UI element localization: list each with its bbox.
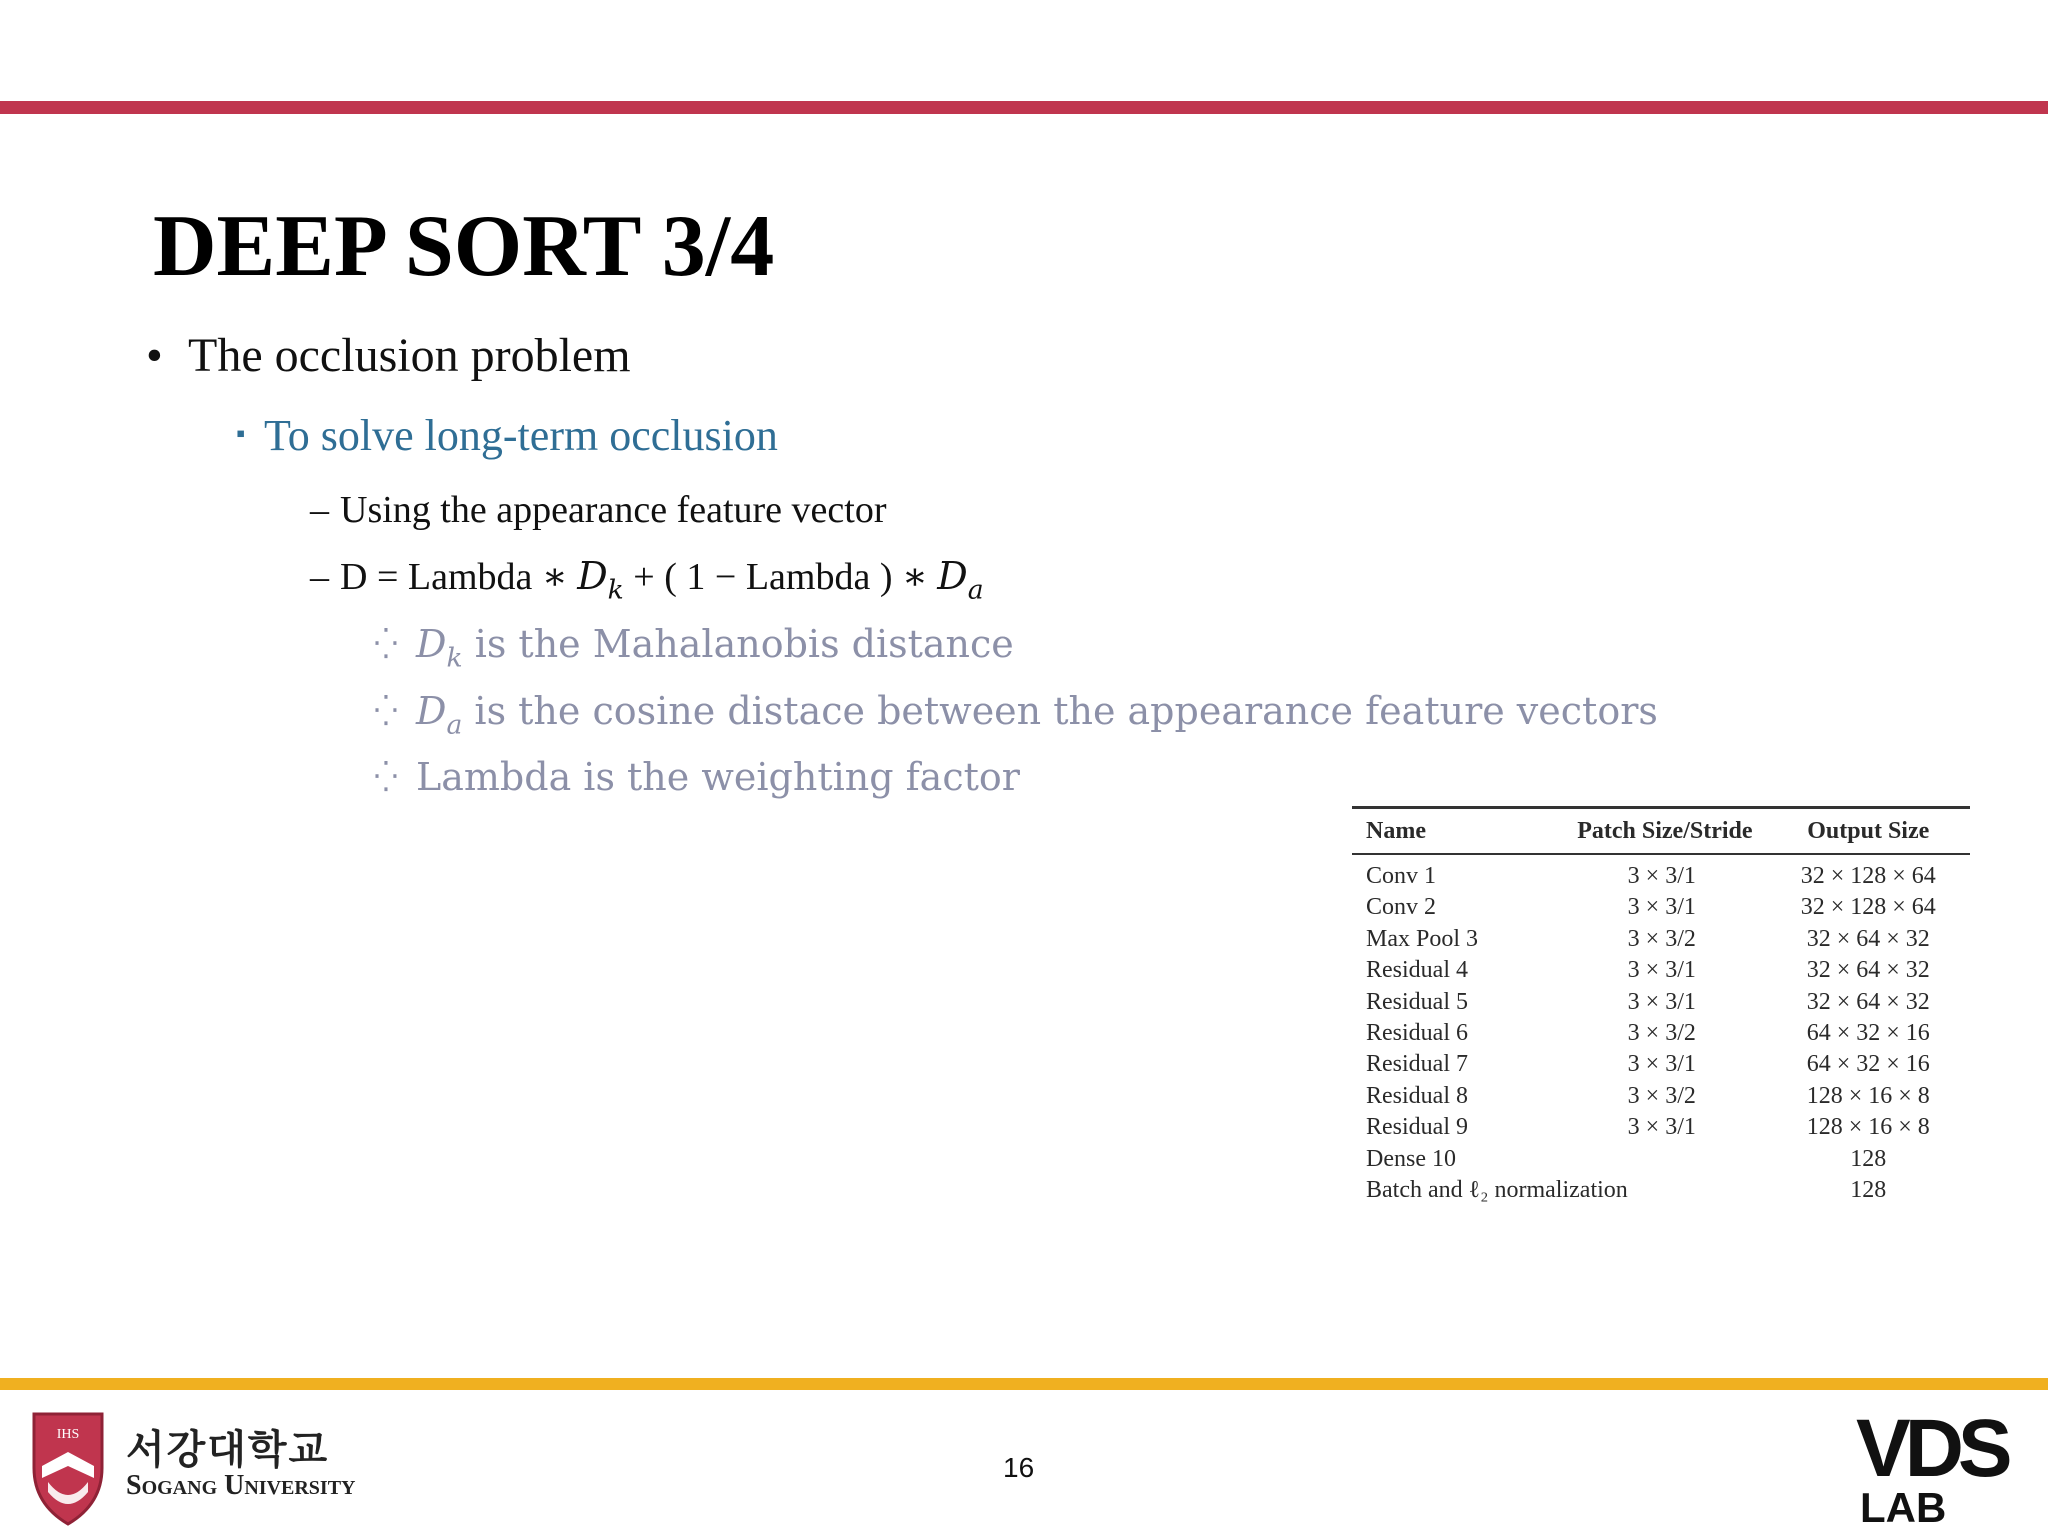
bullet-level3-formula	[310, 551, 984, 606]
table-row	[1352, 955, 1970, 986]
table-row	[1352, 1144, 1970, 1175]
cnn-architecture-table	[1352, 806, 1970, 1206]
cell-patch: 3 × 3/1	[1627, 863, 1696, 889]
cell-output: 128	[1850, 1145, 1887, 1172]
table-row	[1352, 1112, 1970, 1143]
formula-da	[937, 554, 984, 606]
page-number: 16	[1003, 1452, 1035, 1483]
cell-name: Residual 5	[1366, 988, 1468, 1015]
cell-name: Residual 7	[1366, 1051, 1468, 1078]
sparkle-bullet-icon: ⁛	[374, 627, 398, 662]
slide-title: DEEP SORT 3/4	[153, 198, 775, 295]
dk-term	[416, 622, 463, 674]
bullet-level4-c-text: Lambda is the weighting factor	[416, 755, 1020, 799]
bullet-level1-text: The occlusion problem	[188, 329, 631, 382]
bullet-square-icon: ▪	[236, 418, 246, 448]
cell-patch: 3 × 3/1	[1627, 1114, 1696, 1141]
table-row	[1352, 1081, 1970, 1112]
cell-patch: 3 × 3/1	[1627, 894, 1696, 921]
bullet-level4-b-text: is the cosine distace between the appearance feature vectors	[474, 689, 1658, 733]
cell-name: Max Pool 3	[1366, 925, 1479, 952]
bullet-level4-c	[374, 752, 1020, 806]
table-row	[1352, 1018, 1970, 1049]
cell-output: 128	[1850, 1177, 1887, 1204]
logo-korean-text: 서강대학교	[126, 1427, 330, 1473]
bullet-dash-icon: –	[310, 489, 329, 531]
table-row	[1352, 1049, 1970, 1080]
table-row	[1352, 924, 1970, 955]
cell-patch: 3 × 3/1	[1627, 988, 1696, 1015]
bullet-level4-b	[374, 686, 1658, 740]
cell-output: 32 × 64 × 32	[1806, 988, 1930, 1015]
bullet-level3-a-text: Using the appearance feature vector	[340, 489, 887, 531]
bullet-level2	[236, 408, 778, 468]
header-output-size: Output Size	[1807, 818, 1930, 844]
cell-name: Dense 10	[1366, 1145, 1456, 1172]
logo-english-text: Sogang University	[126, 1470, 356, 1501]
cell-output: 32 × 128 × 64	[1800, 863, 1936, 889]
formula-times-2: ∗	[901, 554, 928, 598]
da-term-base: D	[416, 689, 447, 733]
cell-output: 128 × 16 × 8	[1806, 1114, 1930, 1141]
formula-dk-base: D	[577, 554, 608, 598]
cell-output: 32 × 128 × 64	[1800, 894, 1936, 921]
bullet-dot-icon: •	[146, 329, 163, 382]
cell-patch: 3 × 3/2	[1627, 1082, 1696, 1109]
cell-name: Residual 4	[1366, 957, 1468, 984]
bullet-level4-a	[374, 619, 1014, 673]
cell-patch	[1557, 1144, 1767, 1175]
cell-patch: 3 × 3/1	[1627, 957, 1696, 984]
cell-output: 32 × 64 × 32	[1806, 925, 1930, 952]
sparkle-bullet-icon: ⁛	[374, 694, 398, 729]
cell-name: Residual 6	[1366, 1020, 1468, 1047]
table-row	[1352, 854, 1970, 892]
da-term-sub: a	[446, 709, 463, 741]
sparkle-bullet-icon: ⁛	[374, 760, 398, 795]
cell-output: 64 × 32 × 16	[1806, 1020, 1930, 1047]
cell-name: Conv 1	[1366, 863, 1437, 889]
cell-output: 32 × 64 × 32	[1806, 957, 1930, 984]
bullet-level2-text: To solve long-term occlusion	[264, 411, 778, 460]
sogang-crest-icon	[34, 1414, 102, 1524]
table-row	[1352, 1175, 1970, 1206]
cell-patch: 3 × 3/2	[1627, 925, 1696, 952]
formula-times-1: ∗	[541, 554, 568, 598]
formula-dk	[577, 554, 624, 606]
formula-mid: + ( 1 − Lambda )	[633, 556, 893, 598]
table-row	[1352, 892, 1970, 923]
header-name: Name	[1366, 818, 1426, 844]
header-patch-size: Patch Size/Stride	[1577, 818, 1753, 844]
cell-name: Conv 2	[1366, 894, 1437, 921]
cell-output: 64 × 32 × 16	[1806, 1051, 1930, 1078]
table-header-row	[1352, 808, 1970, 855]
dk-term-sub: k	[446, 642, 463, 674]
cell-patch: 3 × 3/2	[1627, 1020, 1696, 1047]
formula-da-base: D	[937, 554, 968, 598]
table-row	[1352, 987, 1970, 1018]
bullet-level1	[146, 326, 631, 386]
formula-dk-sub: k	[607, 574, 624, 606]
svg-text:IHS: IHS	[56, 1427, 80, 1442]
cell-name: Batch and ℓ₂ normalization	[1366, 1177, 1628, 1204]
da-term	[416, 689, 463, 741]
formula-da-sub: a	[967, 574, 984, 606]
bullet-level3-a	[310, 485, 886, 535]
cell-name: Residual 9	[1366, 1114, 1468, 1141]
lab-logo-text: LAB	[1860, 1484, 1947, 1528]
vds-lab-logo	[1852, 1398, 2038, 1528]
cell-patch: 3 × 3/1	[1627, 1051, 1696, 1078]
dk-term-base: D	[416, 622, 447, 666]
bullet-level4-a-text: is the Mahalanobis distance	[474, 622, 1014, 666]
cell-output: 128 × 16 × 8	[1806, 1082, 1930, 1109]
vds-logo-text: VDS	[1856, 1403, 2007, 1494]
bottom-accent-bar	[0, 1378, 2048, 1390]
formula-lhs: D = Lambda	[340, 556, 533, 598]
top-accent-bar	[0, 101, 2048, 114]
cell-name: Residual 8	[1366, 1082, 1468, 1109]
bullet-dash-icon: –	[310, 556, 329, 598]
